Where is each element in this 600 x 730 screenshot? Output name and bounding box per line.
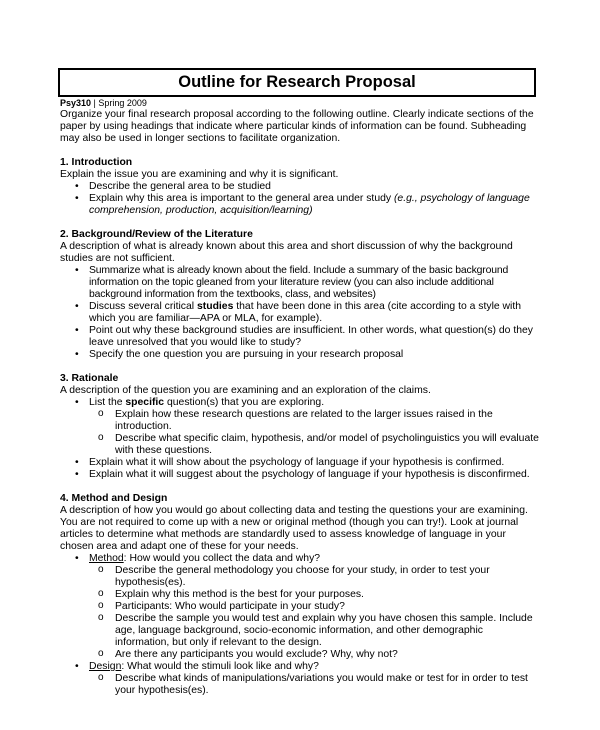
sub-list-item: o Participants: Who would participate in your study? [60, 601, 540, 613]
list-item-text: question(s) that you are exploring. [164, 397, 325, 408]
bullet-list [60, 265, 540, 361]
section-introduction [60, 157, 540, 217]
bullet-list [60, 553, 540, 565]
section-description: A description of the question you are examining and an exploration of the claims. [60, 385, 431, 396]
section-description: A description of how you would go about collecting data and testing the questions your are examining. You are not required to come up with a new or original method (though you can try!). Look at journal articles to determine what methods are standardly used to assess knowledge of language in your chosen area and adapt one of these for your needs. [60, 505, 528, 552]
method-label: Method [89, 553, 124, 564]
bullet-list [60, 457, 540, 481]
list-item [60, 301, 540, 325]
bullet-list [60, 661, 540, 673]
list-item-bold: studies [196, 301, 234, 312]
bullet-list [60, 397, 540, 409]
section-background [60, 229, 540, 361]
sub-list-item: o Describe what kinds of manipulations/variations you would make or test for in order to test your hypothesis(es). [60, 673, 540, 697]
list-item-text: List the [89, 397, 126, 408]
sub-bullet-list [60, 409, 540, 457]
section-description: Explain the issue you are examining and why it is significant. [60, 169, 339, 180]
list-item [60, 193, 540, 217]
bullet-list [60, 181, 540, 217]
list-item-text: Explain why this area is important to the general area under study [89, 193, 394, 204]
section-rationale [60, 373, 540, 481]
list-item-text: Discuss several critical [89, 301, 197, 312]
list-item: • Explain what it will show about the psychology of language if your hypothesis is confirmed. [60, 457, 540, 469]
section-heading: 1. Introduction [60, 157, 133, 168]
document-title: Outline for Research Proposal [58, 68, 536, 97]
section-heading: 2. Background/Review of the Literature [60, 229, 253, 240]
section-heading: 3. Rationale [60, 373, 119, 384]
sub-list-item: o Describe what specific claim, hypothesis, and/or model of psycholinguistics you will evaluate with these questions. [60, 433, 540, 457]
list-item [60, 553, 540, 565]
list-item: • Describe the general area to be studied [60, 181, 540, 193]
sub-list-item: o Explain how these research questions are related to the larger issues raised in the introduction. [60, 409, 540, 433]
list-item [60, 661, 540, 673]
design-label: Design [89, 661, 122, 672]
sub-bullet-list [60, 673, 540, 697]
course-meta [60, 97, 147, 109]
list-item-italic: (e.g., psychology of language comprehension, production, acquisition/learning) [89, 193, 530, 216]
list-item-text: : What would the stimuli look like and why? [121, 661, 319, 672]
list-item: • Specify the one question you are pursuing in your research proposal [60, 349, 540, 361]
intro-paragraph: Organize your final research proposal according to the following outline. Clearly indicate sections of the paper by using headings that indicate where particular kinds of information can be found. Subheading may also be used in longer sections to facilitate organization. [60, 109, 534, 144]
section-method-design [60, 493, 540, 697]
list-item: • Summarize what is already known about the field. Include a summary of the basic background information on the topic gleaned from your literature review (you can also include additional background information from the textbooks, class, and websites) [60, 265, 540, 301]
course-term: | Spring 2009 [91, 98, 147, 108]
sub-list-item: o Explain why this method is the best for your purposes. [60, 589, 540, 601]
section-heading: 4. Method and Design [60, 493, 168, 504]
section-description: A description of what is already known about this area and short discussion of why the background studies are not sufficient. [60, 241, 513, 264]
sub-list-item: o Describe the general methodology you choose for your study, in order to test your hypothesis(es). [60, 565, 540, 589]
list-item [60, 397, 540, 409]
list-item-text: : How would you collect the data and why? [123, 553, 321, 564]
document-body [60, 109, 540, 697]
list-item: • Explain what it will suggest about the psychology of language if your hypothesis is disconfirmed. [60, 469, 540, 481]
sub-list-item: o Are there any participants you would exclude? Why, why not? [60, 649, 540, 661]
sub-bullet-list [60, 565, 540, 661]
list-item-bold: specific [125, 397, 165, 408]
course-code: Psy310 [60, 98, 92, 108]
list-item-text: that have been done in this area (cite according to a style with which you are familiar—APA or MLA, for example). [89, 301, 522, 324]
list-item: • Point out why these background studies are insufficient. In other words, what question(s) do they leave unresolved that you would like to study? [60, 325, 540, 349]
sub-list-item: o Describe the sample you would test and explain why you have chosen this sample. Include age, language background, socio-economic information, and other demographic information, but only if relevant to the design. [60, 613, 540, 649]
